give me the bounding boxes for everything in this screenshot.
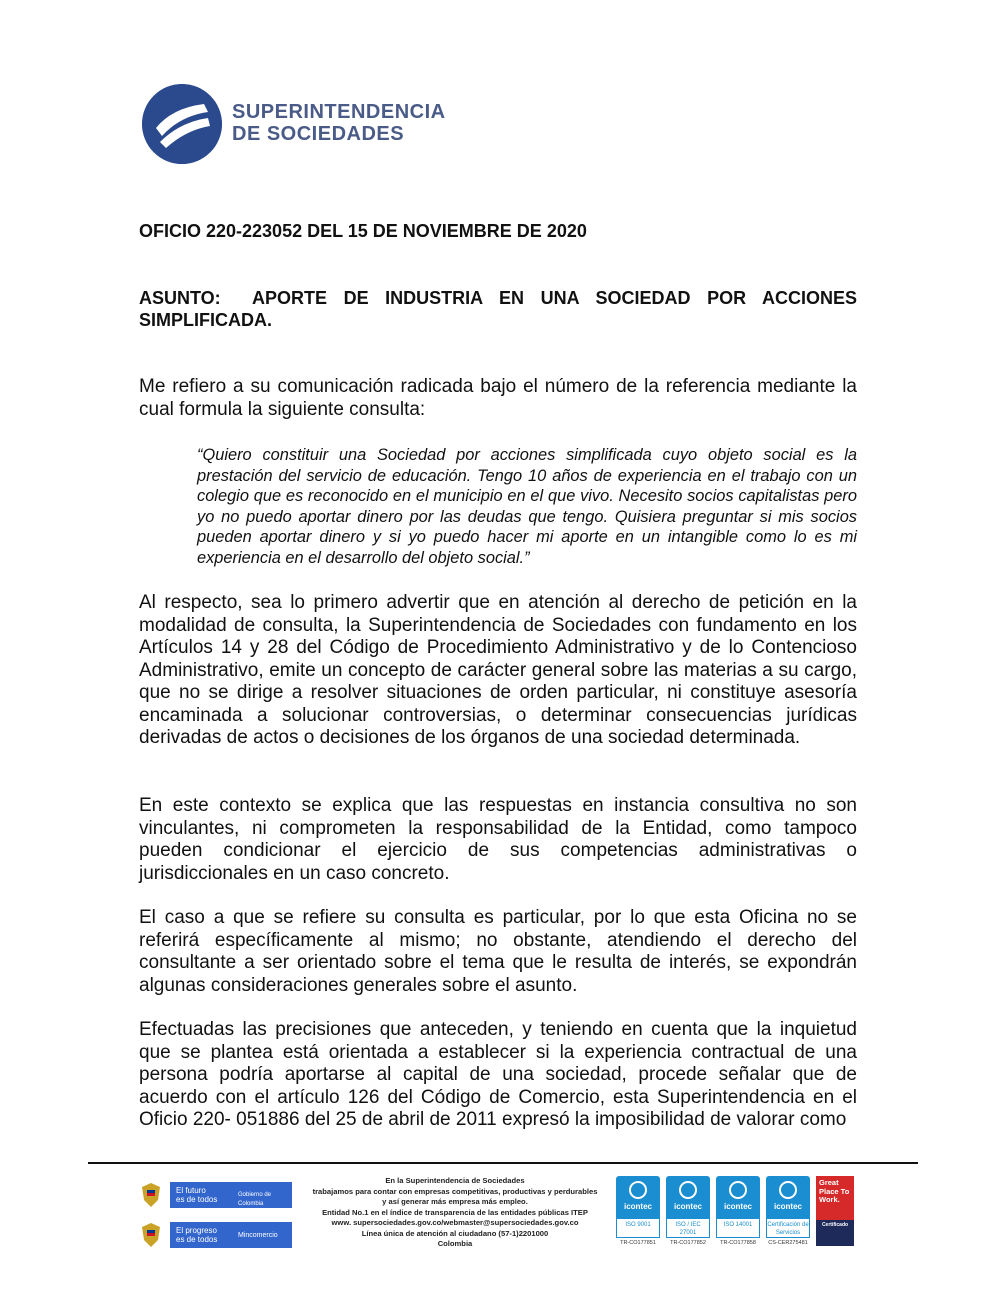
icontec-cert-3: icontec ISO 14001 TR-CO177858 [716,1176,760,1246]
footer-contact-text: En la Superintendencia de Sociedades trabajamos para contar con empresas competitivas, productivas y perdurables y así generar más empresa más empleo. Entidad No.1 en el índice de transparencia de las entidades públicas ITEP www. supersociedades.gov.co/webmaster@supersociedades.gov.co Línea única de atención al ciudadano (57-1)2201000 Colombia [312,1176,598,1248]
asunto-label: ASUNTO: [139,288,221,308]
paragraph-1: Al respecto, sea lo primero advertir que en atención al derecho de petición en la modalidad de consulta, la Superintendencia de Sociedades con fundamento en los Artículos 14 y 28 del Código de Procedimiento Administrativo y de lo Contencioso Administrativo, emite un concepto de carácter general sobre las materias a su cargo, que no se dirige a resolver situaciones de orden particular, ni constituye asesoría encaminada a solucionar controversias, o determinar consecuencias jurídicas derivadas de actos o decisiones de los órganos de una sociedad determinada. [139,592,857,748]
logo-line-1: SUPERINTENDENCIA [232,101,446,123]
paragraph-3: El caso a que se refiere su consulta es particular, por lo que esta Oficina no se referirá específicamente al mismo; no obstante, atendiendo el derecho del consultante a ser orientado sobre el tema que le resulta de interés, se expondrán algunas consideraciones generales sobre el asunto. [139,907,857,996]
consulta-quote: “Quiero constituir una Sociedad por acciones simplificada cuyo objeto social es la prestación del servicio de educación. Tengo 10 años de experiencia en el trabajo con un colegio que es reconocido en el municipio en el que vivo. Necesito socios capitalistas pero yo no puedo aportar dinero por las deudas que tengo. Quisiera preguntar si mis socios pueden aportar dinero y si yo puedo hacer mi aporte en un intangible como lo es mi experiencia en el desarrollo del objeto social.” [197,446,857,567]
oficio-title: OFICIO 220-223052 DEL 15 DE NOVIEMBRE DE 2020 [139,221,587,241]
icontec-icon [629,1181,647,1199]
certification-logos [616,1176,856,1254]
icontec-icon [779,1181,797,1199]
icontec-cert-2: icontec ISO / IEC 27001 TR-CO177852 [666,1176,710,1246]
icontec-cert-4: icontec Certificación de Servicios CS-CER275481 [766,1176,810,1246]
mincomercio-badge: El progreso es de todos Mincomercio [170,1222,292,1248]
icontec-icon [729,1181,747,1199]
logo-text [232,101,446,145]
paragraph-2: En este contexto se explica que las respuestas en instancia consultiva no son vinculantes, ni comprometen la responsabilidad de la Entidad, como tampoco pueden condicionar el ejercicio de sus competencias administrativas o jurisdiccionales en un caso concreto. [139,795,857,884]
gobierno-badge: El futuro es de todos Gobierno de Colombia [170,1182,292,1208]
government-badges [140,1180,295,1254]
logo-emblem-icon [142,84,222,164]
superintendencia-logo [142,84,482,166]
intro-paragraph: Me refiero a su comunicación radicada bajo el número de la referencia mediante la cual formula la siguiente consulta: [139,376,857,420]
asunto-text: APORTE DE INDUSTRIA EN UNA SOCIEDAD POR ACCIONES SIMPLIFICADA. [139,288,857,330]
icontec-cert-1: icontec ISO 9001 TR-CO177851 [616,1176,660,1246]
paragraph-4: Efectuadas las precisiones que anteceden, y teniendo en cuenta que la inquietud que se plantea está orientada a establecer si la experiencia contractual de una persona podría aportarse al capital de una sociedad, procede señalar que de acuerdo con el artículo 126 del Código de Comercio, esta Superintendencia en el Oficio 220- 051886 del 25 de abril de 2011 expresó la imposibilidad de valorar como [139,1019,857,1130]
asunto [139,287,857,331]
colombia-coat-of-arms-icon [140,1222,162,1248]
logo-line-2: DE SOCIEDADES [232,123,405,145]
footer-divider [88,1162,918,1164]
great-place-to-work-badge: Great Place To Work. Certificado [816,1176,854,1246]
colombia-coat-of-arms-icon [140,1182,162,1208]
icontec-icon [679,1181,697,1199]
